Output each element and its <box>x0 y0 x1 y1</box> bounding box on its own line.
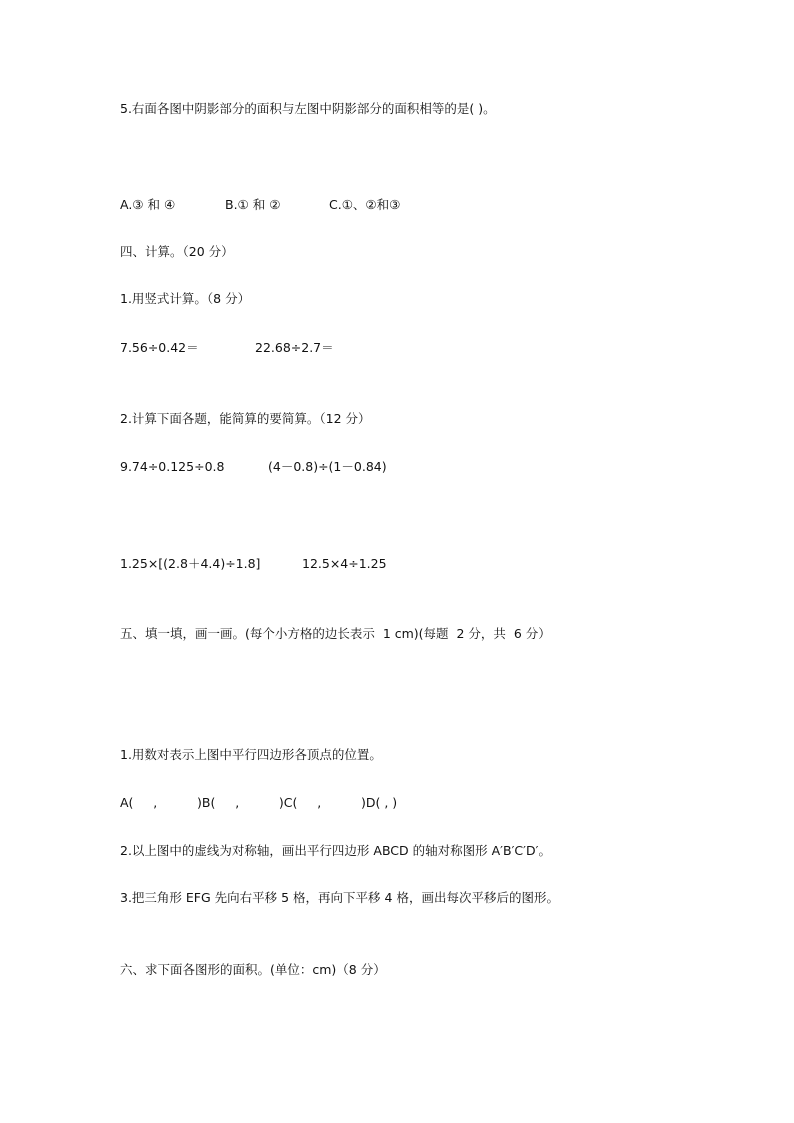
expr-item: (4－0.8)÷(1－0.84) <box>268 459 387 474</box>
section5-title: 五、填一填，画一画。(每个小方格的边长表示 1 cm)(每题 2 分，共 6 分） <box>120 626 551 641</box>
q5-option-b: B.① 和 ② <box>225 197 281 212</box>
section6-title: 六、求下面各图形的面积。(单位：cm)（8 分） <box>120 962 386 977</box>
section5-q1: 1.用数对表示上图中平行四边形各顶点的位置。 <box>120 747 382 762</box>
section4-p1-title: 1.用竖式计算。（8 分） <box>120 291 251 306</box>
calc-item: 22.68÷2.7＝ <box>255 340 334 355</box>
expr-item: 9.74÷0.125÷0.8 <box>120 459 225 474</box>
q5-option-a: A.③ 和 ④ <box>120 197 176 212</box>
calc-item: 7.56÷0.42＝ <box>120 340 199 355</box>
q5-question: 5.右面各图中阴影部分的面积与左图中阴影部分的面积相等的是( )。 <box>120 101 496 116</box>
section5-q2: 2.以上图中的虚线为对称轴，画出平行四边形 ABCD 的轴对称图形 A′B′C′D′。 <box>120 843 551 858</box>
section4-p2-title: 2.计算下面各题，能简算的要简算。（12 分） <box>120 411 371 426</box>
section5-q3: 3.把三角形 EFG 先向右平移 5 格，再向下平移 4 格，画出每次平移后的图形。 <box>120 890 559 905</box>
expr-item: 12.5×4÷1.25 <box>302 556 387 571</box>
section5-answer-line: A( , )B( , )C( , )D( , ) <box>120 795 398 810</box>
section4-title: 四、计算。（20 分） <box>120 244 234 259</box>
q5-option-c: C.①、②和③ <box>329 197 401 212</box>
expr-item: 1.25×[(2.8＋4.4)÷1.8] <box>120 556 261 571</box>
